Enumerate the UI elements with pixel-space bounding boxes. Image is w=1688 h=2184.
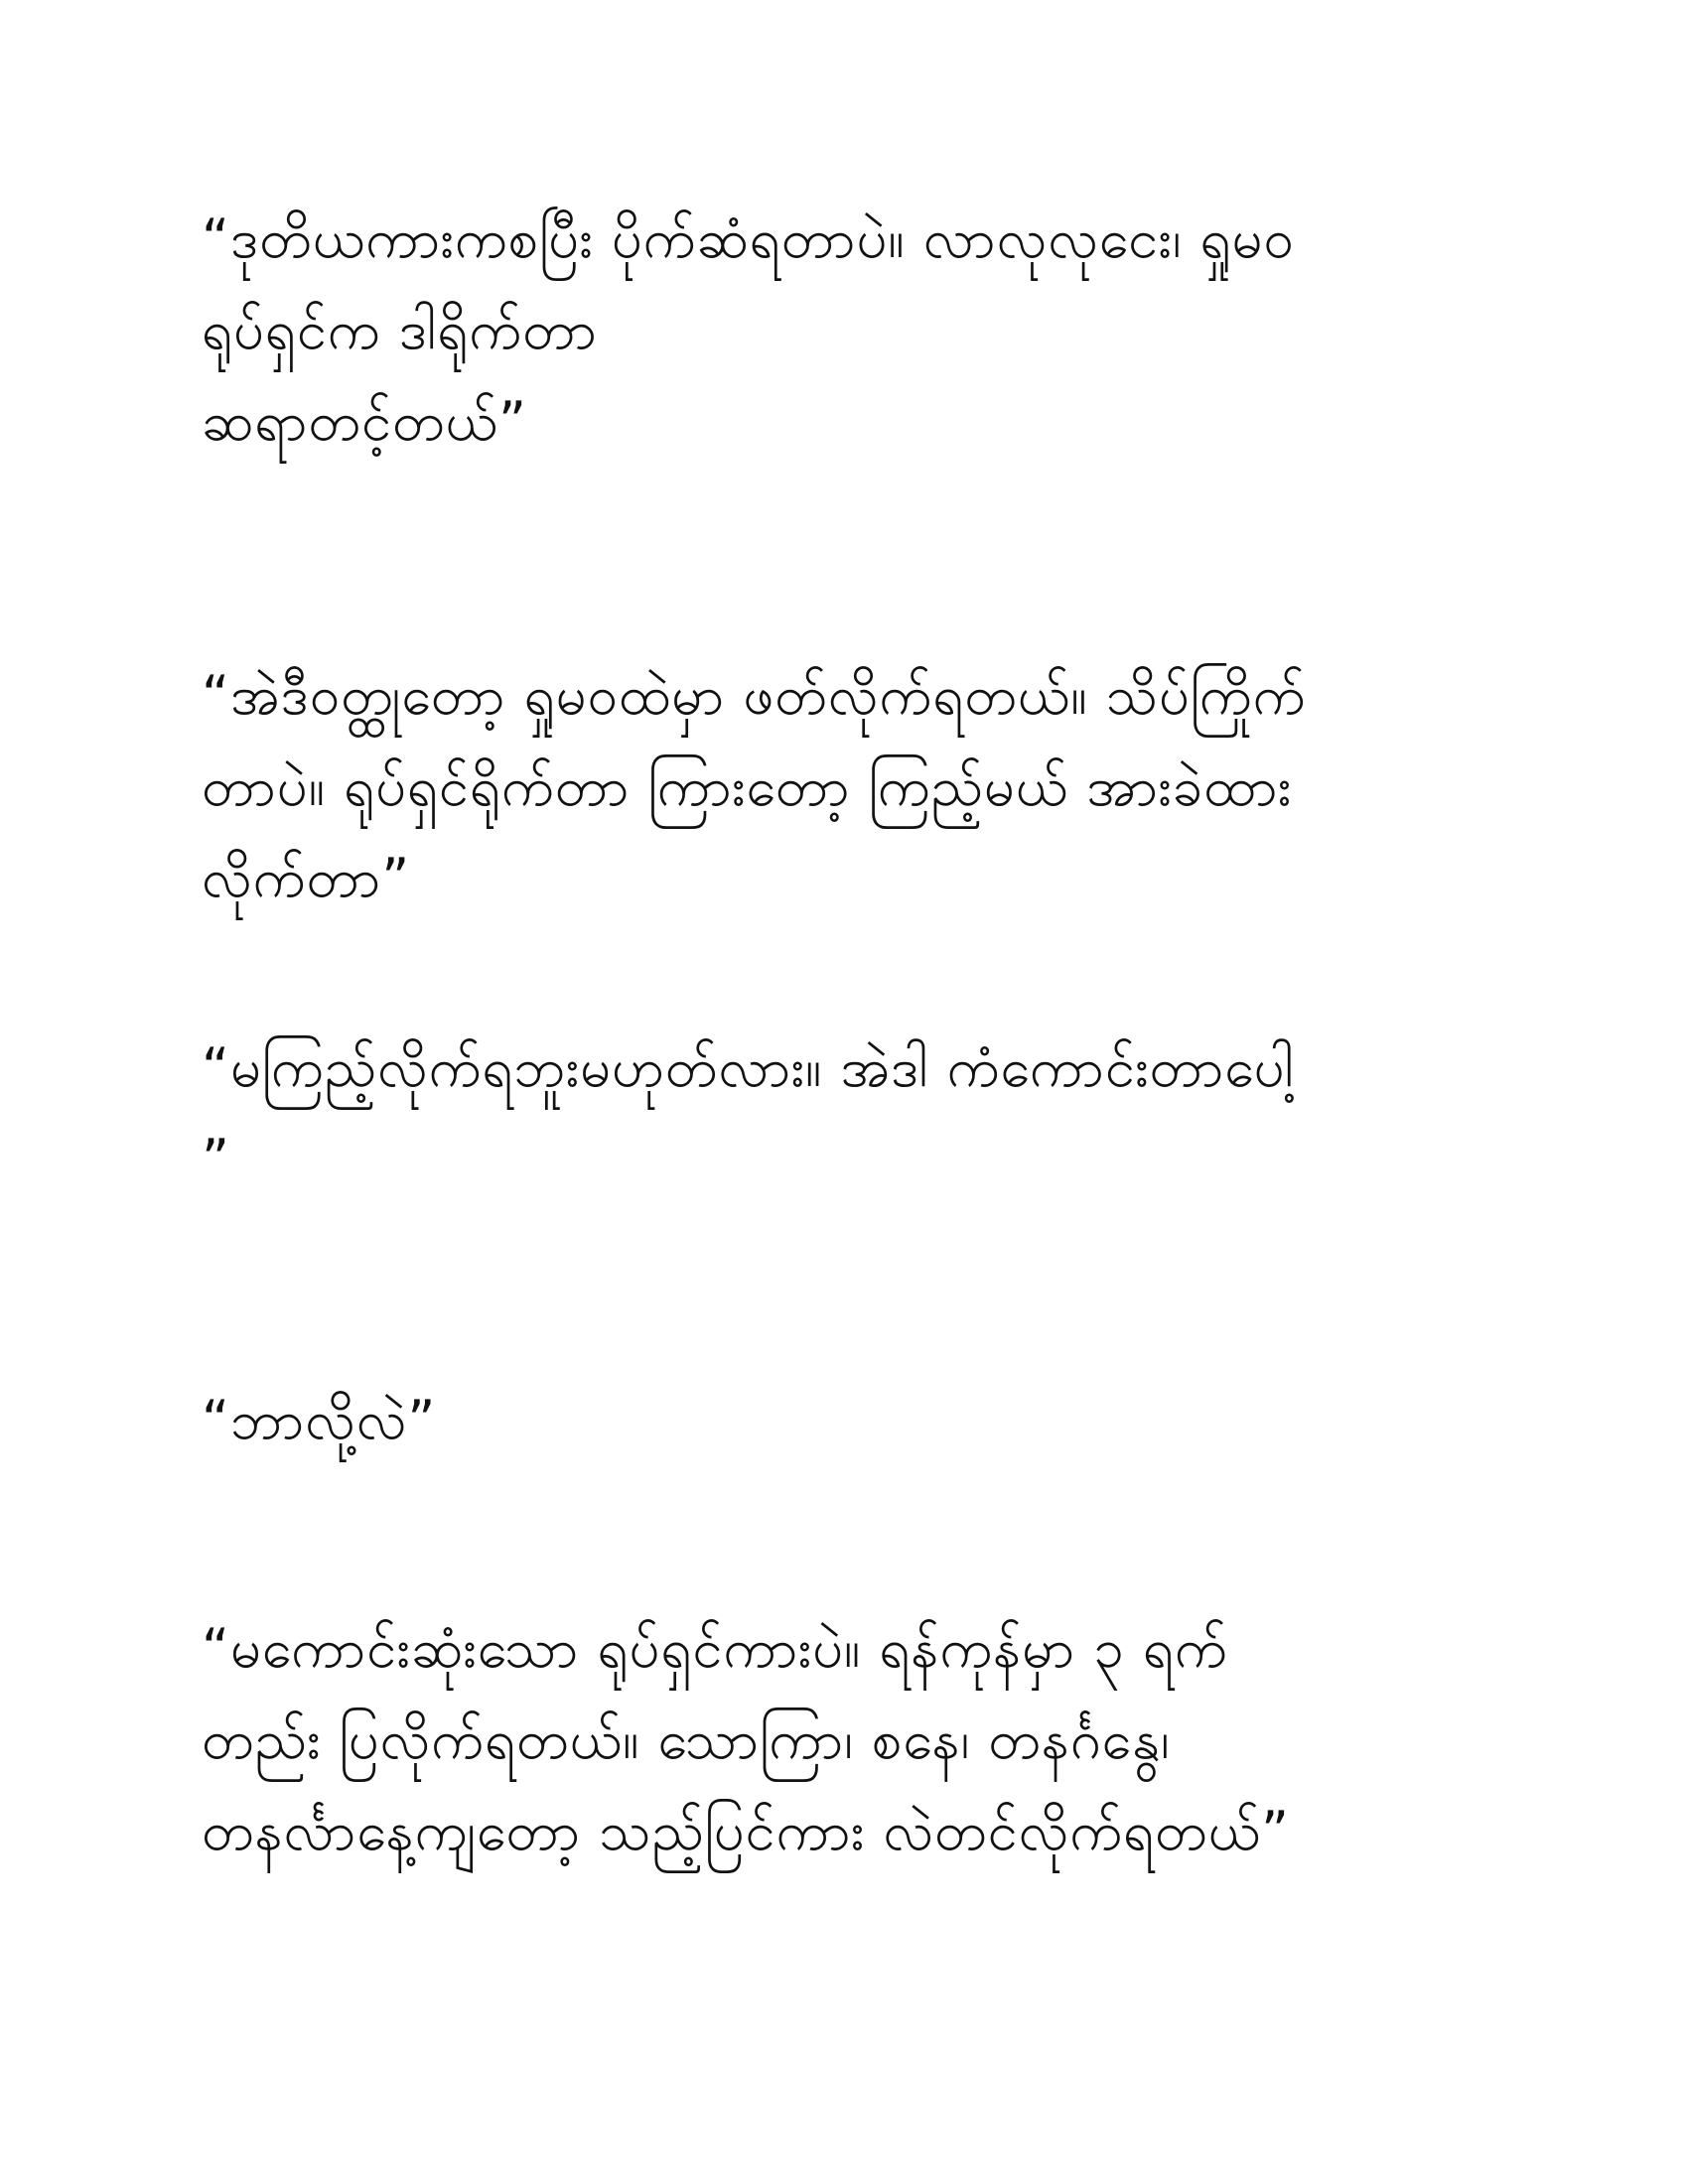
paragraph	[202, 650, 1482, 924]
text-line: ရုပ်ရှင်က ဒါရိုက်တာ	[202, 299, 598, 361]
text-line: တည်း ပြလိုက်ရတယ်။ သောကြာ၊ စနေ၊ တနင်္ဂနွေ၊	[202, 1708, 1171, 1771]
paragraph	[202, 1603, 1482, 1877]
paragraph	[202, 194, 1482, 468]
text-line: ”	[202, 1128, 230, 1190]
text-line: “ဘာလို့လဲ”	[202, 1389, 437, 1451]
paragraph	[202, 1023, 1482, 1205]
text-line: လိုက်တာ”	[202, 847, 411, 909]
text-line: ဆရာတင့်တယ်”	[202, 390, 527, 453]
text-line: “ဒုတိယကားကစပြီး ပိုက်ဆံရတာပဲ။ လာလုလုငေး၊ ရှုမ၀	[202, 207, 1295, 270]
paragraph	[202, 1375, 1482, 1466]
text-line: “မကြည့်လိုက်ရဘူးမဟုတ်လား။ အဲဒါ ကံကောင်းတာပေါ့	[202, 1036, 1295, 1099]
text-line: “မကောင်းဆုံးသော ရုပ်ရှင်ကားပဲ။ ရန်ကုန်မှာ ၃ ရက်	[202, 1617, 1228, 1680]
text-line: “အဲဒီ၀တ္ထုတော့ ရှုမ၀ထဲမှာ ဖတ်လိုက်ရတယ်။ သိပ်ကြိုက်	[202, 664, 1307, 727]
text-line: တနင်္လာနေ့ကျတော့ သည့်ပြင်ကား လဲတင်လိုက်ရတယ်”	[202, 1800, 1291, 1862]
text-line: တာပဲ။ ရုပ်ရှင်ရိုက်တာ ကြားတော့ ကြည့်မယ် အားခဲထား	[202, 755, 1293, 818]
